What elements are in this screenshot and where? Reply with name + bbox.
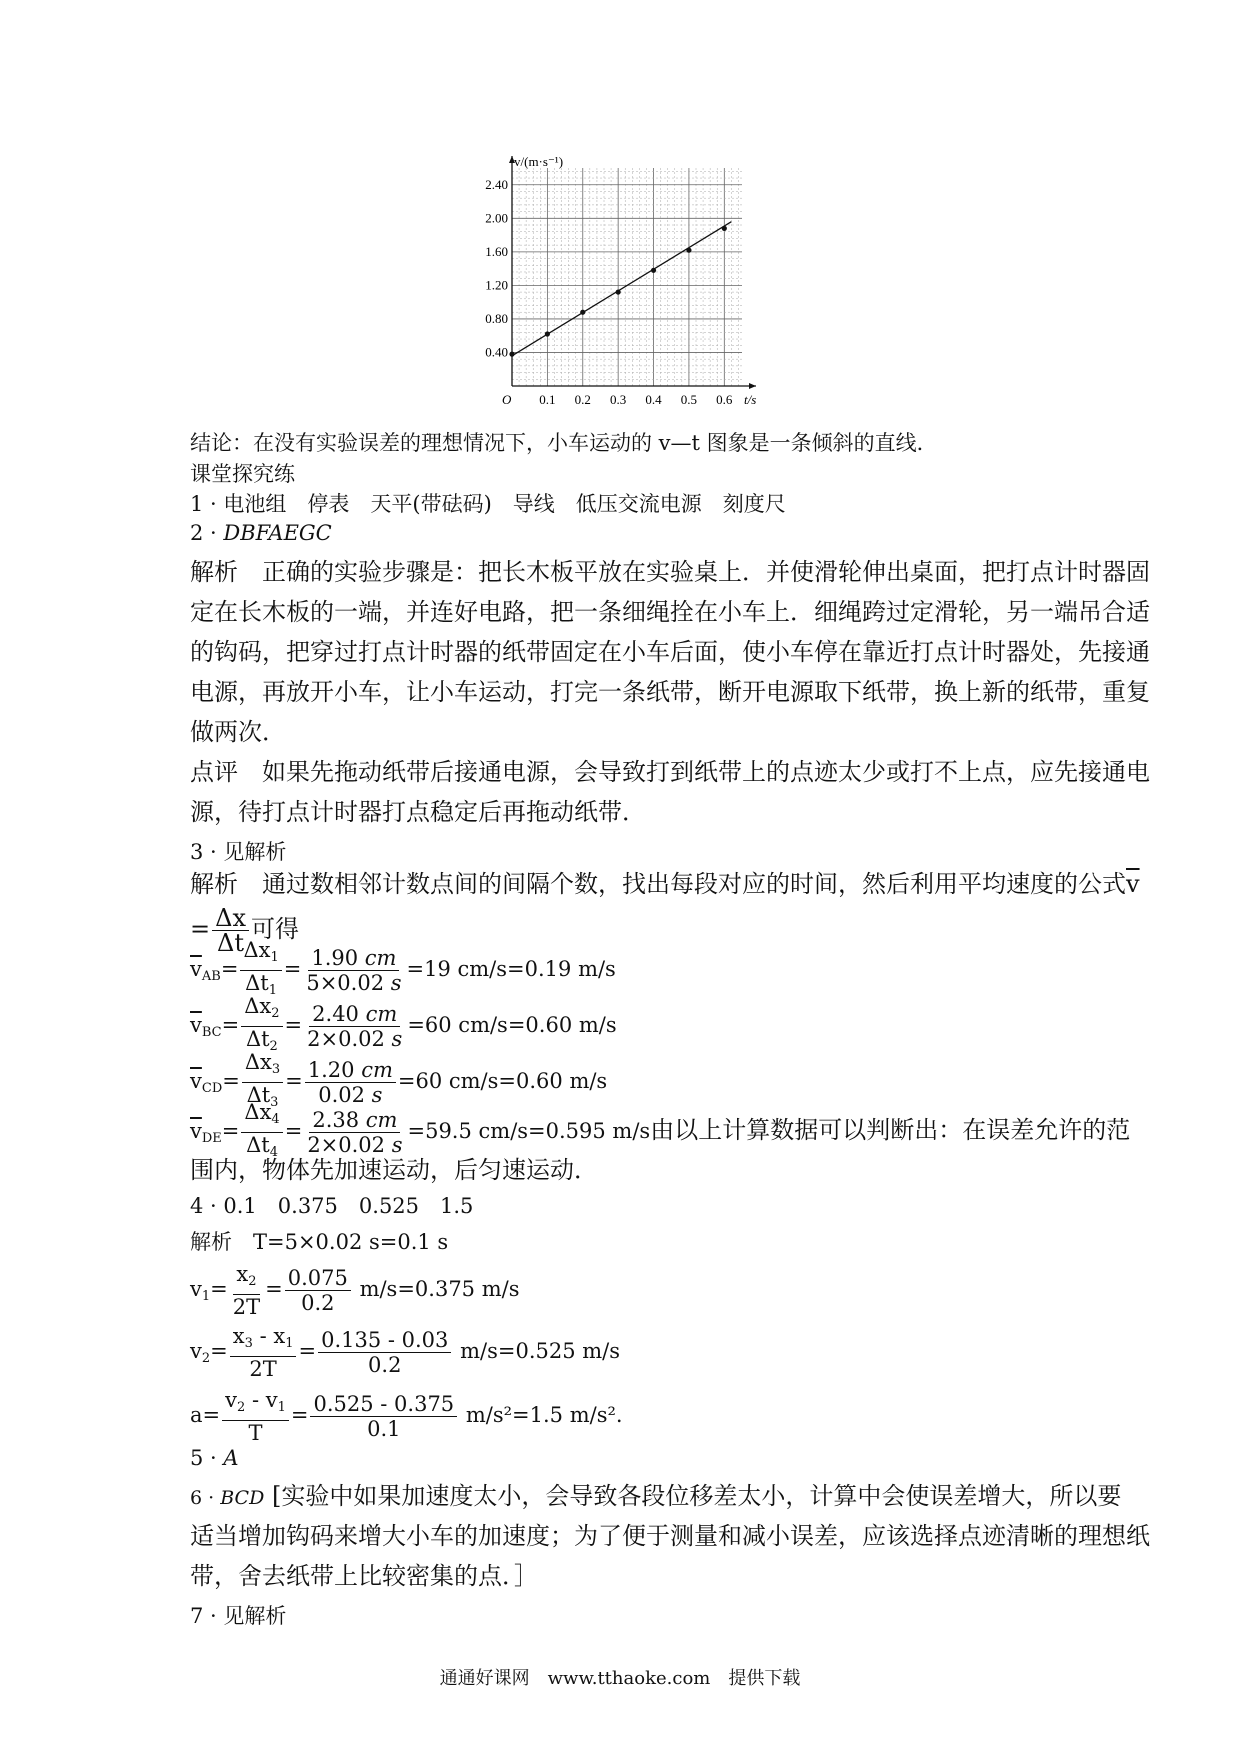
eq-vcd: $\overline{v}_{CD}=$ $\frac{\Delta x_3}{\Delta t_3}$ = $\frac{1.20 cm}{0.02 s}$ =60 cm/s=0.60 m/s — [190, 1050, 608, 1110]
x-tick-label: 0.2 — [574, 392, 591, 407]
comment-2-line1: 点评 如果先拖动纸带后接通电源，会导致打到纸带上的点迹太少或打不上点，应先接通电 — [190, 758, 1150, 786]
data-point — [722, 226, 727, 231]
answer-6-line1: 6 · BCD [实验中如果加速度太小，会导致各段位移差太小，计算中会使误差增大，所以要 — [190, 1482, 1122, 1510]
comment-2-line2: 源，待打点计时器打点稳定后再拖动纸带． — [190, 798, 646, 826]
eq-v1: $v_1=$ $\frac{x_2}{2T}$ = $\frac{0.075}{0.2}$ m/s=0.375 m/s — [190, 1262, 520, 1319]
y-tick-label: 1.60 — [485, 243, 508, 259]
eq-a: a= $\frac{v_2 - v_1}{T}$ = $\frac{0.525 - 0.375}{0.1}$ m/s²=1.5 m/s². — [190, 1388, 623, 1445]
answer-6-line2: 适当增加钩码来增大小车的加速度；为了便于测量和减小误差，应该选择点迹清晰的理想纸 — [190, 1522, 1150, 1550]
y-tick-label: 2.00 — [485, 210, 508, 226]
x-axis-arrow — [749, 383, 756, 389]
data-point — [686, 248, 691, 253]
data-point — [580, 310, 585, 315]
x-axis-label: t/s — [744, 392, 757, 407]
analysis-2-line3: 的钩码，把穿过打点计时器的纸带固定在小车后面，使小车停在靠近打点计时器处，先接通 — [190, 638, 1150, 666]
answer-1: 1 · 电池组 停表 天平(带砝码) 导线 低压交流电源 刻度尺 — [190, 492, 786, 516]
data-point — [509, 352, 514, 357]
analysis-3-end: 围内，物体先加速运动，后匀速运动． — [190, 1156, 598, 1184]
analysis-4: 解析 T=5×0.02 s=0.1 s — [190, 1230, 449, 1254]
y-tick-label: 0.80 — [485, 310, 508, 326]
x-tick-label: 0.4 — [645, 392, 662, 407]
analysis-2-line1: 解析 正确的实验步骤是：把长木板平放在实验桌上．并使滑轮伸出桌面，把打点计时器固 — [190, 558, 1150, 586]
data-point — [651, 268, 656, 273]
y-tick-label: 0.40 — [485, 344, 508, 360]
analysis-3-line1: 解析 通过数相邻计数点间的间隔个数，找出每段对应的时间，然后利用平均速度的公式$\overline{v}$ — [190, 870, 1140, 898]
y-tick-label: 2.40 — [485, 176, 508, 192]
analysis-2-line2: 定在长木板的一端，并连好电路，把一条细绳拴在小车上．细绳跨过定滑轮，另一端吊合适 — [190, 598, 1150, 626]
x-tick-label: 0.6 — [716, 392, 733, 407]
x-tick-label: 0.3 — [610, 392, 627, 407]
analysis-2-line5: 做两次． — [190, 718, 286, 746]
conclusion-text: 结论：在没有实验误差的理想情况下，小车运动的 v—t 图象是一条倾斜的直线． — [190, 431, 938, 455]
footer: 通通好课网 www.tthaoke.com 提供下载 — [439, 1668, 801, 1689]
analysis-3-line2: = $\frac{\Delta x}{\Delta t}$ 可得 — [190, 904, 299, 957]
answer-5: 5 · A — [190, 1446, 239, 1470]
data-point — [545, 331, 550, 336]
data-point — [616, 289, 621, 294]
eq-v2: $v_2=$ $\frac{x_3 - x_1}{2T}$ = $\frac{0.135 - 0.03}{0.2}$ m/s=0.525 m/s — [190, 1324, 621, 1381]
y-axis-label: v/(m·s⁻¹) — [514, 154, 564, 169]
section-title: 课堂探究练 — [190, 462, 295, 486]
answer-7: 7 · 见解析 — [190, 1604, 287, 1628]
answer-3: 3 · 见解析 — [190, 840, 287, 864]
analysis-2-line4: 电源，再放开小车，让小车运动，打完一条纸带，断开电源取下纸带，换上新的纸带，重复 — [190, 678, 1150, 706]
eq-vab: $\overline{v}_{AB}=$ $\frac{\Delta x_1}{\Delta t_1}$ = $\frac{1.90 cm}{5\times 0.02 s}$ =19 cm/s=0.19 m/s — [190, 938, 616, 998]
eq-vbc: $\overline{v}_{BC}=$ $\frac{\Delta x_2}{\Delta t_2}$ = $\frac{2.40 cm}{2\times 0.02 s}$ =60 cm/s=0.60 m/s — [190, 994, 617, 1054]
eq-vde: $\overline{v}_{DE}=$ $\frac{\Delta x_4}{\Delta t_4}$ = $\frac{2.38 cm}{2\times 0.02 s}$ =59.5 cm/s=0.595 m/s由以上计算数据可以判断出：在误差允许的范 — [190, 1100, 1131, 1160]
y-tick-label: 1.20 — [485, 277, 508, 293]
fit-line — [512, 222, 731, 356]
x-tick-label: 0.1 — [539, 392, 556, 407]
answer-6-line3: 带，舍去纸带上比较密集的点．］ — [190, 1562, 538, 1590]
answer-2: 2 · DBFAEGC — [190, 521, 332, 545]
velocity-time-chart — [470, 150, 790, 430]
origin-label: O — [502, 392, 512, 407]
x-tick-label: 0.5 — [680, 392, 698, 407]
answer-4: 4 · 0.1 0.375 0.525 1.5 — [190, 1194, 474, 1218]
